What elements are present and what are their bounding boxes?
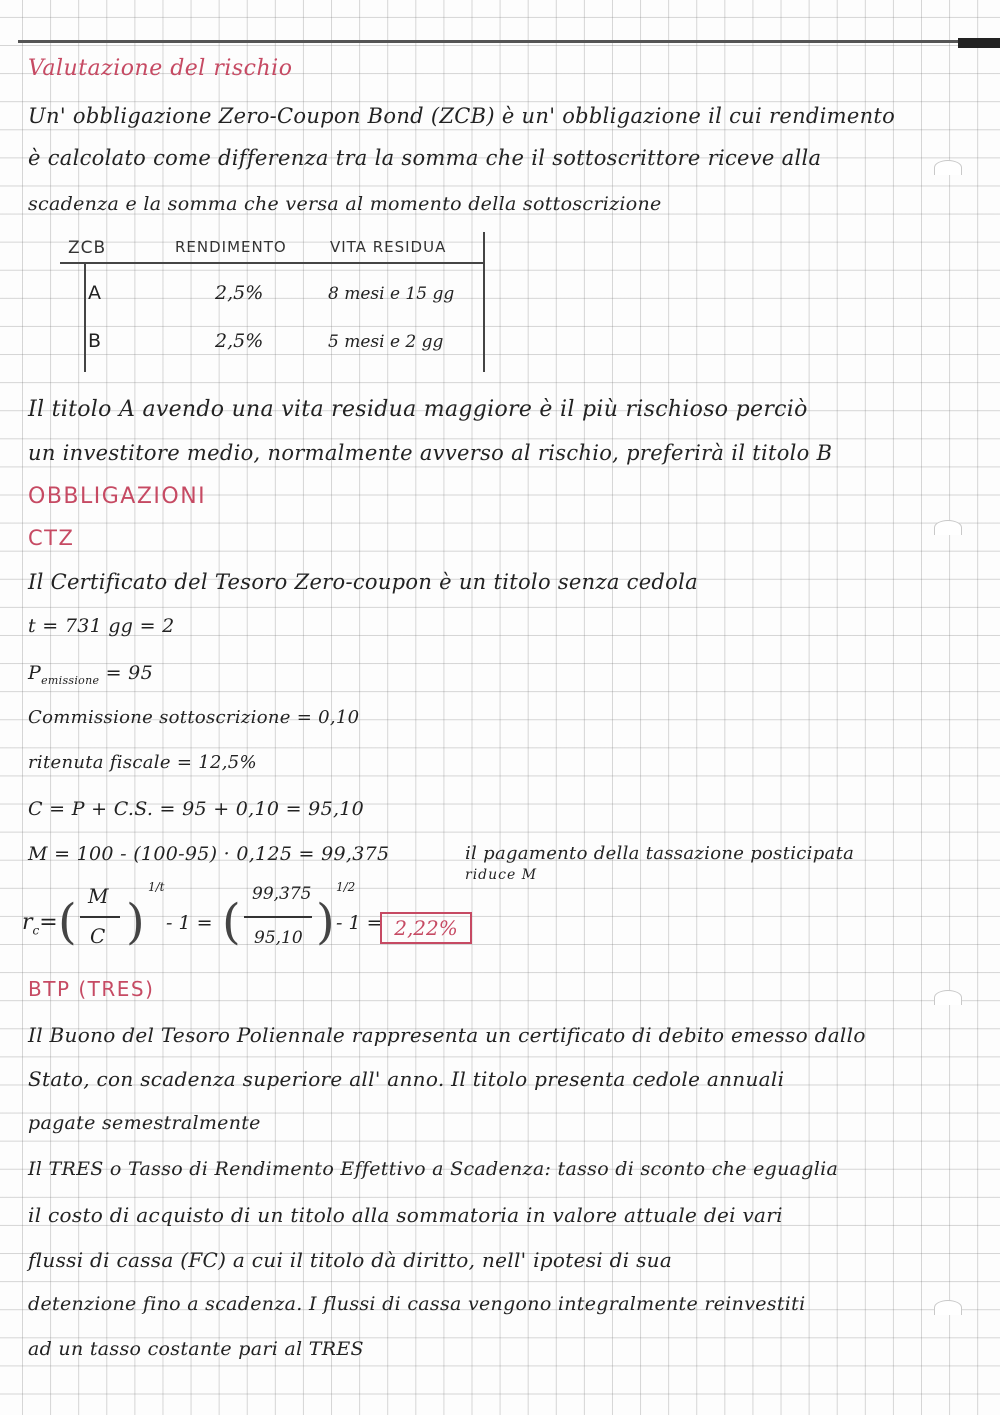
formula-minus: - 1 =	[166, 912, 213, 934]
ctz-commissione: Commissione sottoscrizione = 0,10	[28, 707, 360, 728]
paren-right: )	[126, 894, 145, 950]
ctz-definition: Il Certificato del Tesoro Zero-coupon è un titolo senza cedola	[28, 570, 698, 594]
btp-line: ad un tasso costante pari al TRES	[28, 1338, 364, 1360]
zcb-table	[60, 232, 485, 372]
table-cell: 5 mesi e 2 gg	[328, 332, 444, 352]
ctz-m-note: riduce M	[465, 867, 538, 883]
binder-hole	[934, 990, 962, 1005]
table-rule	[60, 262, 485, 264]
table-cell: A	[88, 282, 101, 304]
paren-right: )	[316, 894, 335, 950]
table-header: ZCB	[68, 238, 107, 258]
btp-line: detenzione fino a scadenza. I flussi di cassa vengono integralmente reinvestiti	[28, 1293, 806, 1315]
fraction-numerator: M	[88, 884, 109, 908]
ctz-p-line	[28, 662, 153, 687]
page-top-edge	[18, 40, 958, 43]
p-subscript: emissione	[41, 673, 100, 687]
fraction-denominator: 95,10	[254, 928, 303, 948]
btp-line: Il TRES o Tasso di Rendimento Effettivo a Scadenza: tasso di sconto che eguaglia	[28, 1158, 839, 1180]
p-symbol: P	[28, 662, 42, 684]
paren-left: (	[222, 894, 241, 950]
table-rule	[84, 262, 86, 372]
btp-line: il costo di acquisto di un titolo alla sommatoria in valore attuale dei vari	[28, 1203, 783, 1227]
p-value: = 95	[105, 662, 153, 684]
ctz-ritenuta: ritenuta fiscale = 12,5%	[28, 752, 257, 773]
formula-lhs: $r_c=$	[22, 910, 58, 938]
table-header: VITA RESIDUA	[330, 238, 447, 256]
btp-line: flussi di cassa (FC) a cui il titolo dà diritto, nell' ipotesi di sua	[28, 1248, 673, 1272]
ctz-m-note: il pagamento della tassazione posticipata	[465, 843, 855, 864]
table-cell: 2,5%	[215, 330, 264, 352]
table-cell: B	[88, 330, 102, 352]
section-title: Valutazione del rischio	[28, 56, 293, 81]
table-cell: 2,5%	[215, 282, 264, 304]
intro-line: Un' obbligazione Zero-Coupon Bond (ZCB) è un' obbligazione il cui rendimento	[28, 104, 896, 128]
intro-line: scadenza e la somma che versa al momento della sottoscrizione	[28, 193, 662, 215]
table-rule	[483, 232, 485, 372]
conclusion-line: Il titolo A avendo una vita residua maggiore è il più rischioso perciò	[28, 397, 808, 422]
fraction-bar	[244, 916, 312, 918]
paren-left: (	[58, 894, 77, 950]
subsection-heading: CTZ	[28, 526, 75, 550]
section-heading: OBBLIGAZIONI	[28, 484, 207, 509]
btp-line: Il Buono del Tesoro Poliennale rappresenta un certificato di debito emesso dallo	[28, 1023, 866, 1047]
intro-line: è calcolato come differenza tra la somma che il sottoscrittore riceve alla	[28, 146, 822, 170]
table-cell: 8 mesi e 15 gg	[328, 284, 455, 304]
conclusion-line: un investitore medio, normalmente avverso al rischio, preferirà il titolo B	[28, 441, 833, 465]
ctz-m-line: M = 100 - (100-95) · 0,125 = 99,375	[28, 843, 390, 865]
table-header: RENDIMENTO	[175, 238, 287, 256]
binder-hole	[934, 1300, 962, 1315]
subsection-heading: BTP (TRES)	[28, 977, 155, 1001]
result-box: 2,22%	[380, 912, 472, 944]
fraction-numerator: 99,375	[252, 884, 312, 904]
ctz-t-line: t = 731 gg = 2	[28, 615, 175, 637]
binder-hole	[934, 160, 962, 175]
btp-line: Stato, con scadenza superiore all' anno. Il titolo presenta cedole annuali	[28, 1067, 785, 1091]
exponent: 1/2	[336, 880, 356, 894]
ctz-c-line: C = P + C.S. = 95 + 0,10 = 95,10	[28, 798, 365, 820]
fraction-denominator: C	[90, 924, 106, 948]
exponent: 1/t	[148, 880, 165, 894]
binder-hole	[934, 520, 962, 535]
binder-tab	[958, 38, 1000, 48]
btp-line: pagate semestralmente	[28, 1112, 261, 1134]
fraction-bar	[80, 916, 120, 918]
formula-minus: - 1 =	[336, 912, 383, 934]
